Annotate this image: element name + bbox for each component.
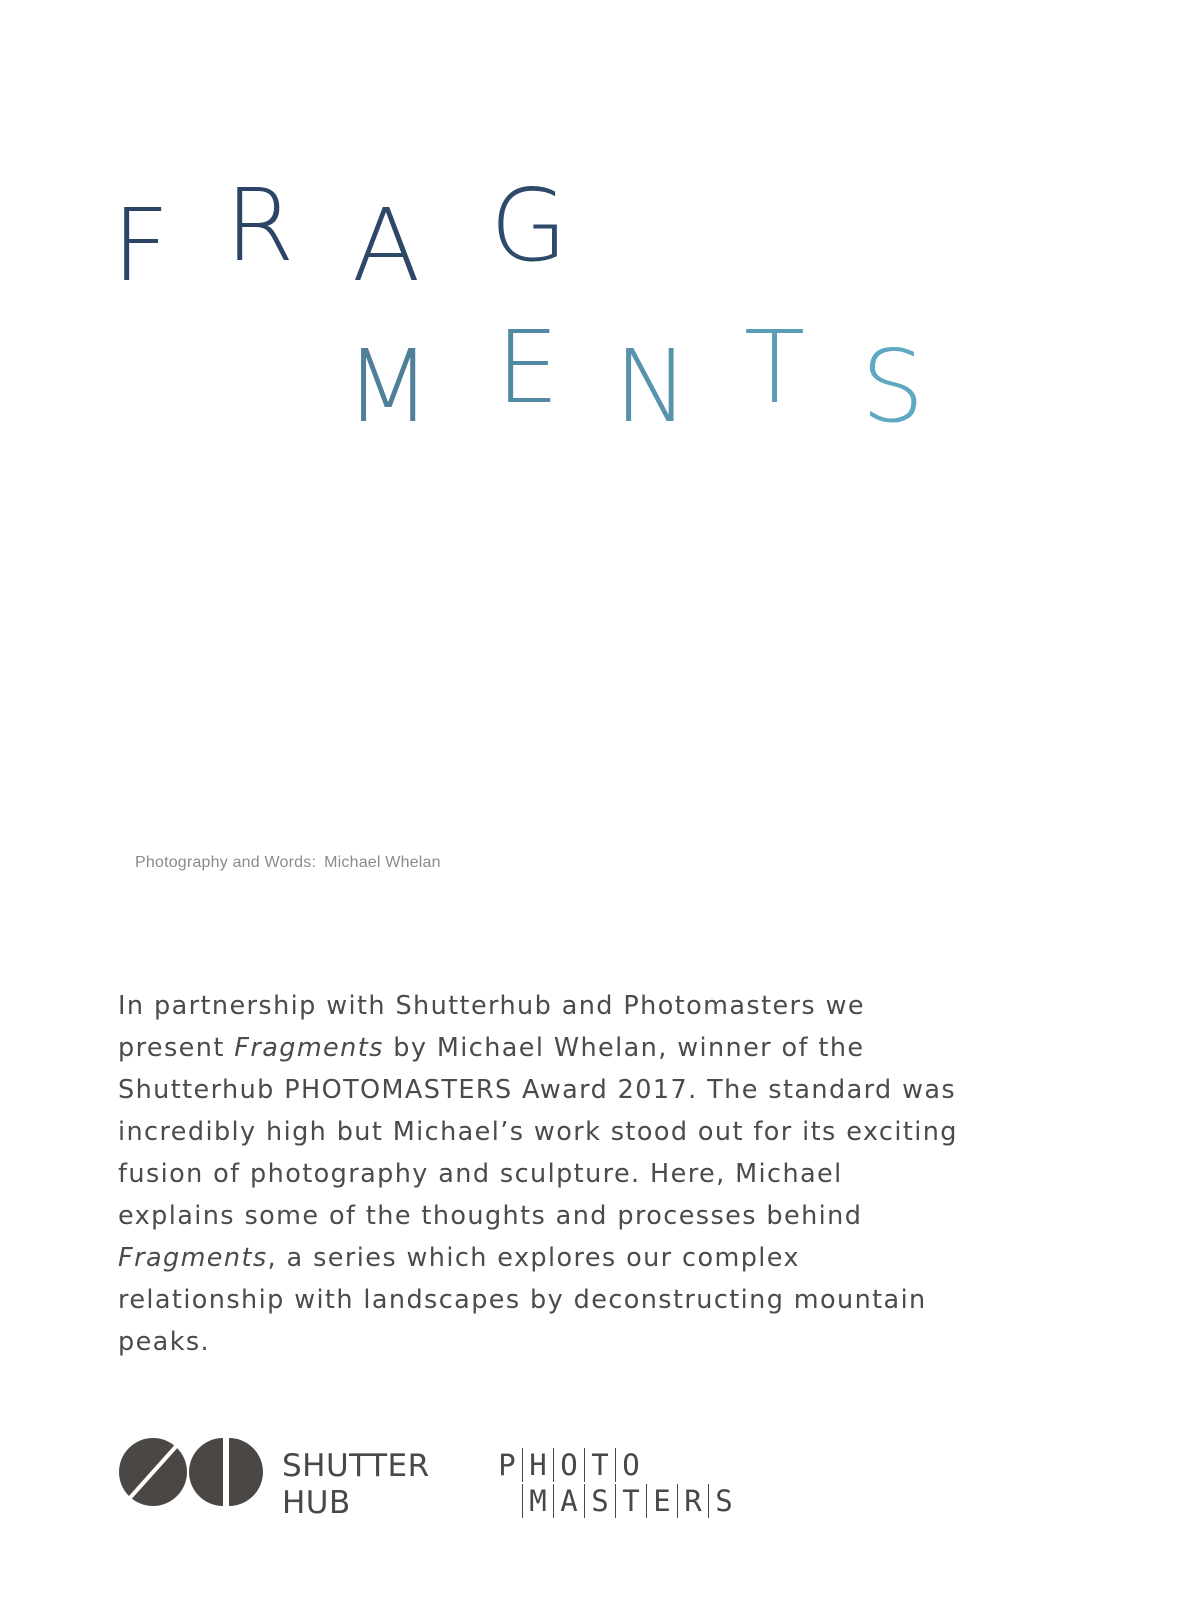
pm-letter: H — [522, 1448, 553, 1482]
shutterhub-logo-icon — [118, 1432, 264, 1512]
title-letter: F — [112, 187, 170, 304]
pm-letter: E — [646, 1484, 677, 1518]
title-letter: E — [496, 309, 560, 426]
pm-letter: P — [498, 1448, 516, 1482]
pm-letter: M — [522, 1484, 553, 1518]
pm-letter: T — [615, 1484, 646, 1518]
intro-paragraph — [118, 985, 958, 1363]
credit-label: Photography and Words: — [135, 854, 317, 871]
shutterhub-line1: SHUTTER — [282, 1448, 430, 1484]
title-letter: N — [614, 328, 689, 445]
shutterhub-line2: HUB — [282, 1485, 351, 1521]
title-letter: T — [744, 309, 806, 426]
intro-title-italic: Fragments — [234, 1033, 384, 1063]
title-letter: R — [225, 167, 295, 284]
shutterhub-logo-text — [282, 1448, 430, 1522]
pm-letter: O — [553, 1448, 584, 1482]
photomasters-row2 — [522, 1484, 739, 1518]
photo-credit — [135, 854, 441, 872]
partner-logos — [118, 1432, 818, 1522]
pm-letter: R — [677, 1484, 708, 1518]
pm-letter: S — [708, 1484, 739, 1518]
title-letter: S — [861, 328, 925, 445]
intro-title-italic: Fragments — [118, 1243, 268, 1273]
intro-text: In partnership with Shutterhub and Photomasters we present — [118, 991, 865, 1063]
photomasters-row1 — [492, 1448, 646, 1482]
pm-letter: T — [584, 1448, 615, 1482]
credit-name: Michael Whelan — [324, 854, 441, 871]
pm-letter: A — [553, 1484, 584, 1518]
intro-text: by Michael Whelan, winner of the Shutterhub PHOTOMASTERS Award 2017. The standard was incredibly high but Michael’s work stood out for its exciting fusion of photography and sculpture. Here, Michael explains some of the thoughts and processes behind — [118, 1033, 958, 1231]
title-letter: A — [352, 187, 421, 304]
pm-letter: S — [584, 1484, 615, 1518]
title-letter: M — [345, 328, 432, 445]
intro-text: , a series which explores our complex relationship with landscapes by deconstructing mountain peaks. — [118, 1243, 927, 1357]
pm-letter: O — [615, 1448, 646, 1482]
title-letter: G — [490, 167, 568, 284]
